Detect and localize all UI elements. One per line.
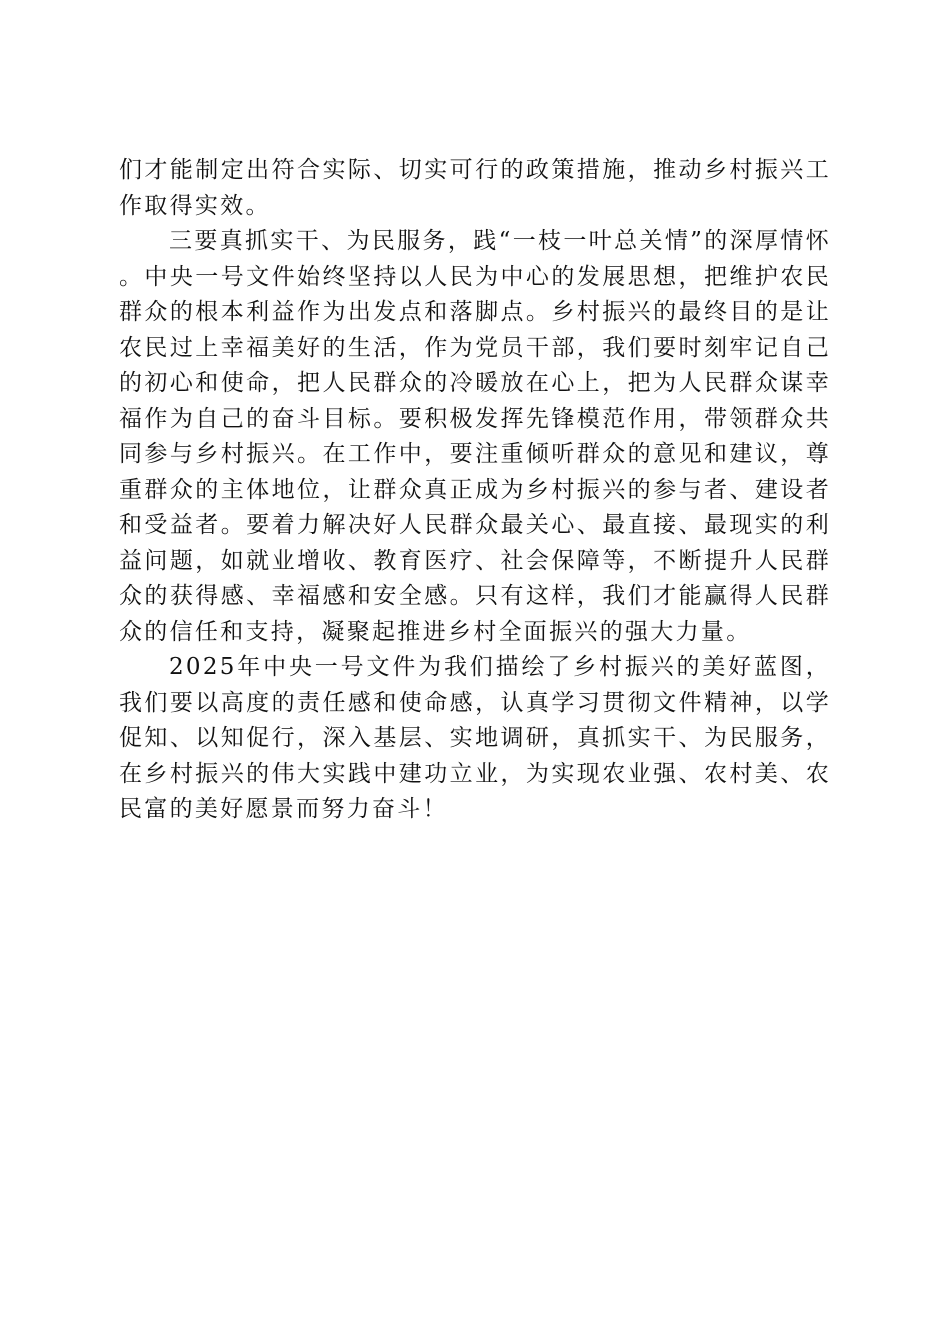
paragraph-continuation: 们才能制定出符合实际、切实可行的政策措施，推动乡村振兴工作取得实效。 (119, 157, 831, 219)
paragraph-conclusion: 2025年中央一号文件为我们描绘了乡村振兴的美好蓝图，我们要以高度的责任感和使命感，认真学习贯彻文件精神，以学促知、以知促行，深入基层、实地调研，真抓实干、为民服务，在乡村振兴的伟大实践中建功立业，为实现农业强、农村美、农民富的美好愿景而努力奋斗！ (119, 654, 831, 822)
paragraph-serve-the-people: 三要真抓实干、为民服务，践“一枝一叶总关情”的深厚情怀。中央一号文件始终坚持以人民为中心的发展思想，把维护农民群众的根本利益作为出发点和落脚点。乡村振兴的最终目的是让农民过上幸福美好的生活，作为党员干部，我们要时刻牢记自己的初心和使命，把人民群众的冷暖放在心上，把为人民群众谋幸福作为自己的奋斗目标。要积极发挥先锋模范作用，带领群众共同参与乡村振兴。在工作中，要注重倾听群众的意见和建议，尊重群众的主体地位，让群众真正成为乡村振兴的参与者、建设者和受益者。要着力解决好人民群众最关心、最直接、最现实的利益问题，如就业增收、教育医疗、社会保障等，不断提升人民群众的获得感、幸福感和安全感。只有这样，我们才能赢得人民群众的信任和支持，凝聚起推进乡村全面振兴的强大力量。 (119, 228, 831, 645)
document-body (119, 153, 831, 828)
